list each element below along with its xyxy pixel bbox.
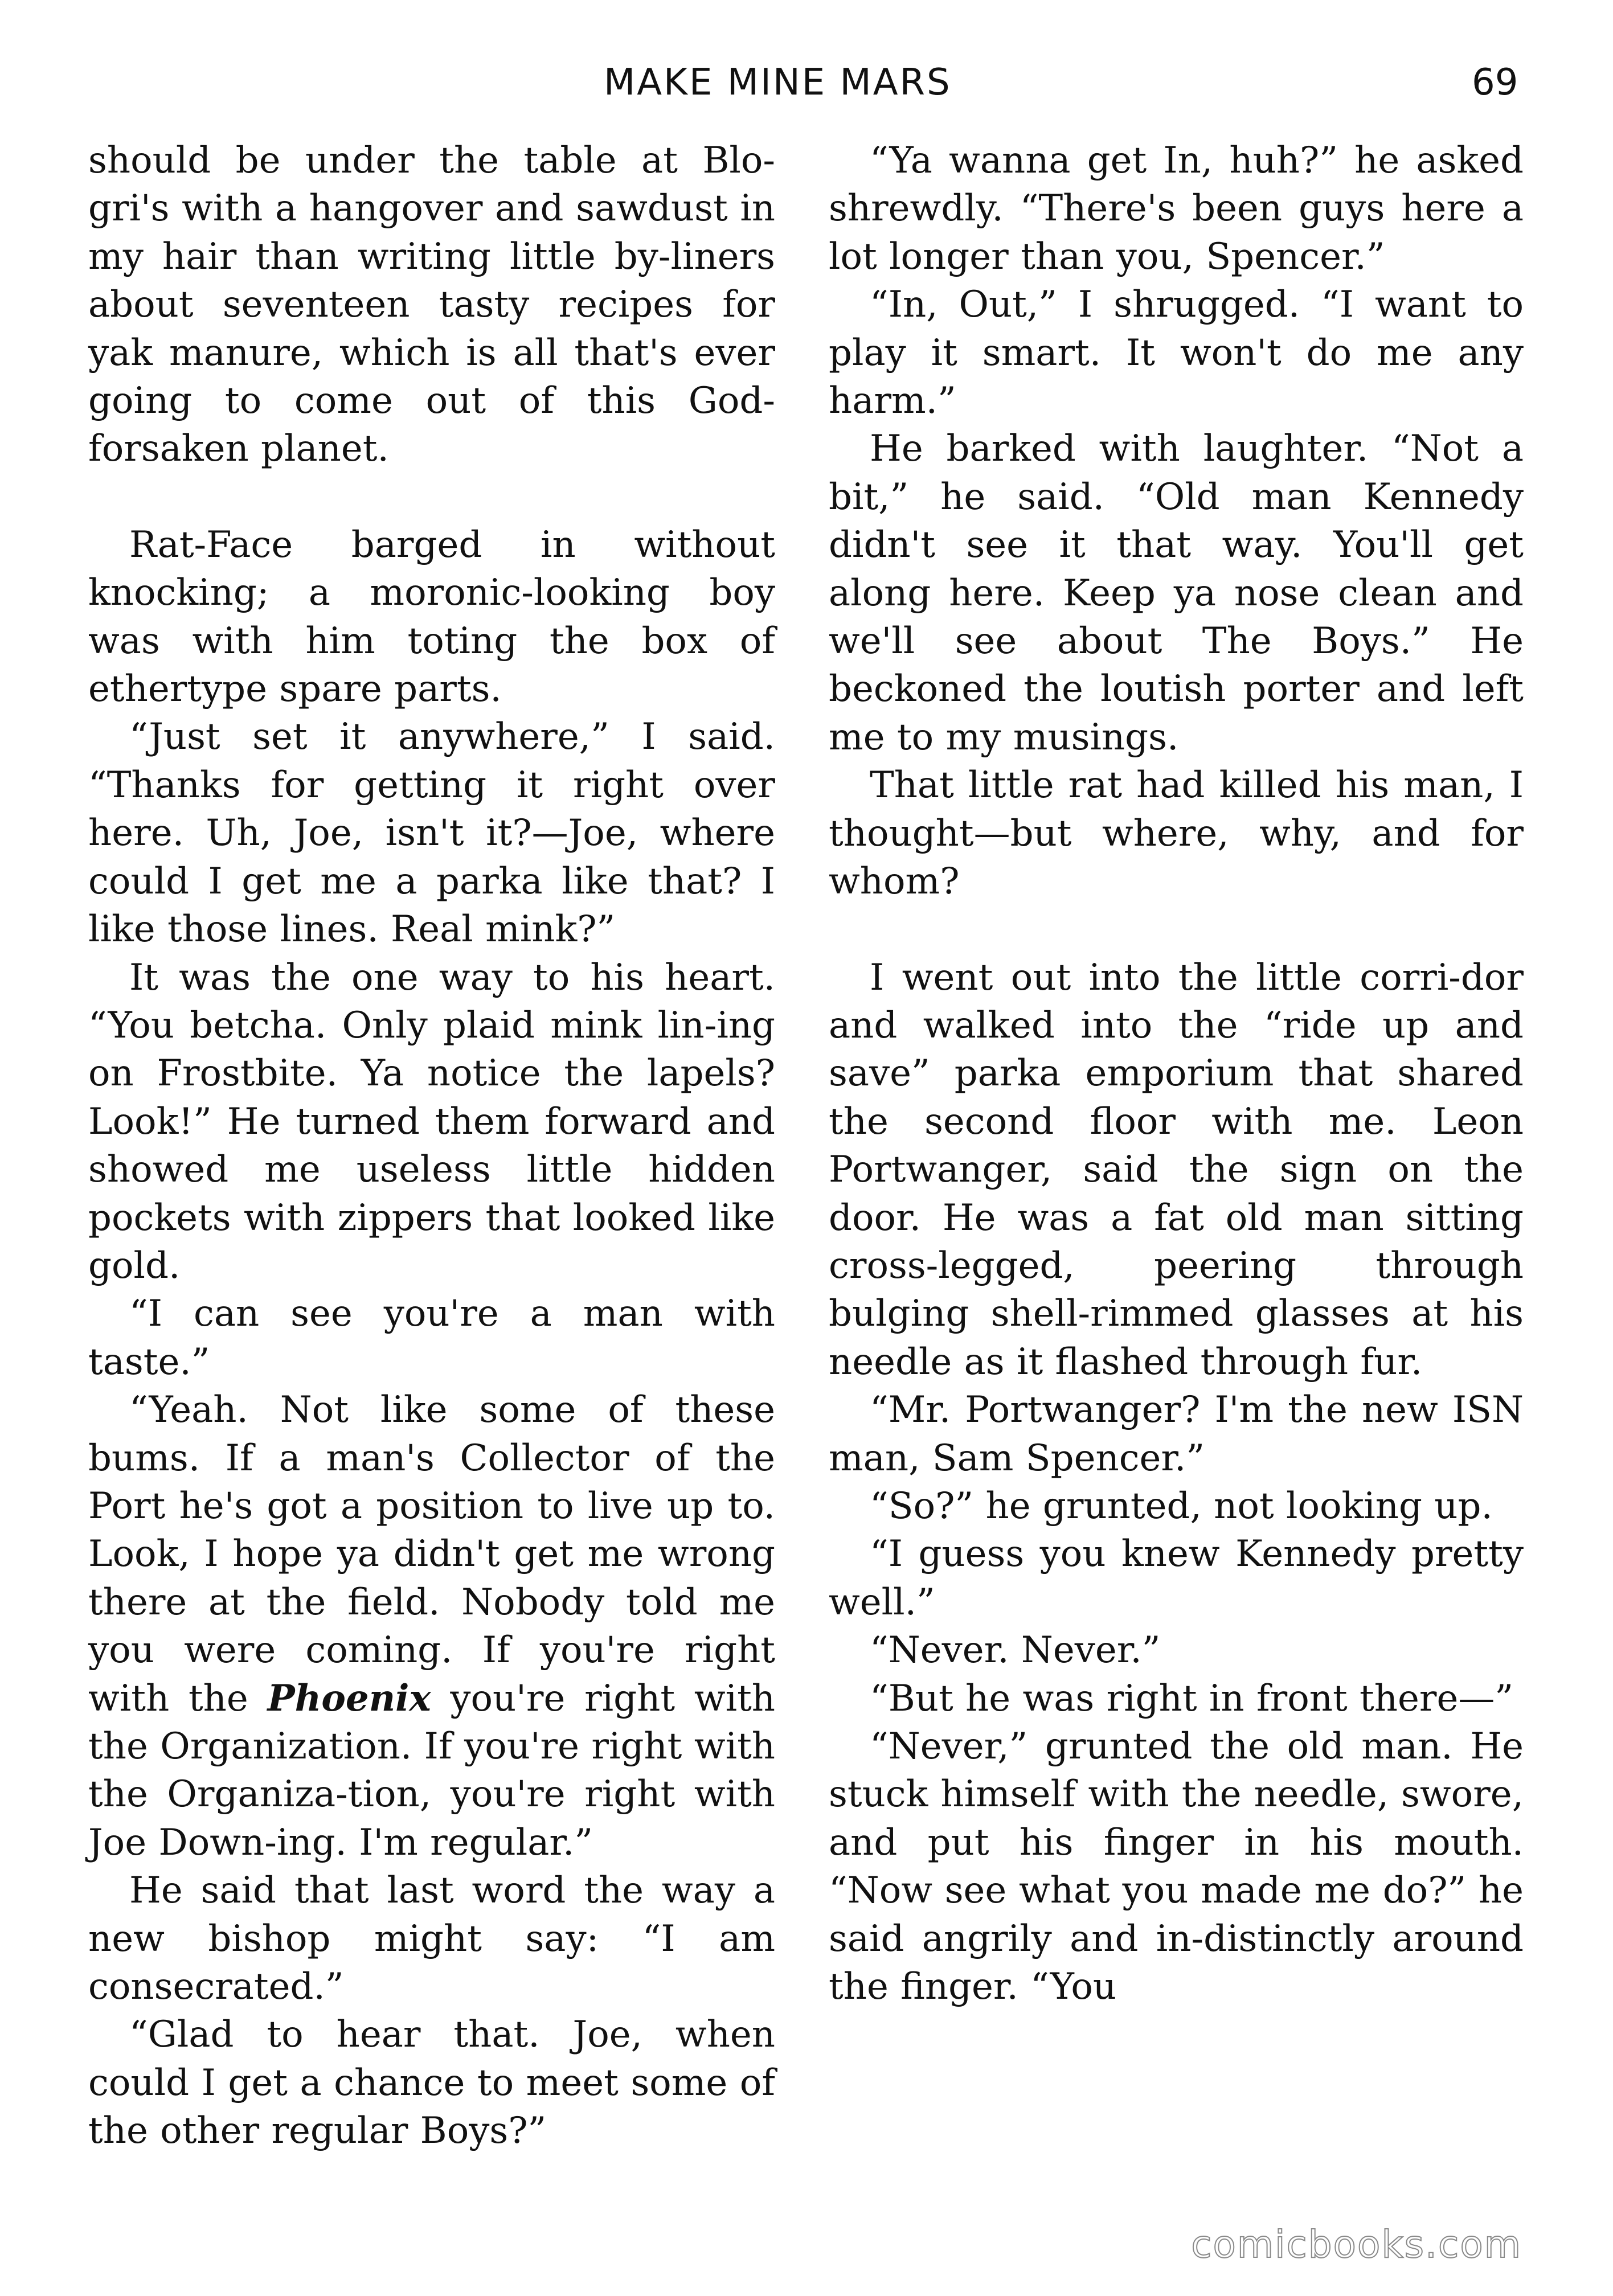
page-header <box>0 62 1613 113</box>
paragraph: should be under the table at Blo-gri's with a hangover and sawdust in my hair than writing little by-liners about seventeen tasty recipes for yak manure, which is all that's ever going to come out of this God-forsaken planet. <box>88 140 775 470</box>
ship-name: Phoenix <box>267 1676 431 1720</box>
paragraph: He said that last word the way a new bishop might say: “I am consecrated.” <box>88 1869 775 2008</box>
paragraph: “In, Out,” I shrugged. “I want to play it smart. It won't do me any harm.” <box>829 284 1524 423</box>
paragraph: “Never,” grunted the old man. He stuck himself with the needle, swore, and put his finger in his mouth. “Now see what you made me do?” he said angrily and in-distinctly around the finger. “You <box>829 1725 1524 2008</box>
page-number: 69 <box>1472 62 1518 104</box>
right-column <box>829 137 1524 2011</box>
paragraph: It was the one way to his heart. “You betcha. Only plaid mink lin-ing on Frostbite. Ya notice the lapels? Look!” He turned them forward and showed me useless little hidden pockets with zippers that looked like gold. <box>88 956 775 1287</box>
paragraph: “But he was right in front there—” <box>870 1677 1514 1720</box>
section-break <box>88 473 775 521</box>
paragraph: “Just set it anywhere,” I said. “Thanks for getting it right over here. Uh, Joe, isn't it?—Joe, where could I get me a parka like that? I like those lines. Real mink?” <box>88 716 775 951</box>
paragraph: Rat-Face barged in without knocking; a moronic-looking boy was with him toting the box of ethertype spare parts. <box>88 523 775 711</box>
paragraph-text: you're right with the Organization. If you're right with the Organiza-tion, you're right with Joe Down-ing. I'm regular.” <box>88 1677 776 1864</box>
paragraph: That little rat had killed his man, I thought—but where, why, and for whom? <box>829 764 1524 903</box>
paragraph: “I guess you knew Kennedy pretty well.” <box>829 1533 1524 1623</box>
paragraph: I went out into the little corri-dor and walked into the “ride up and save” parka emporium that shared the second floor with me. Leon Portwanger, said the sign on the door. He was a fat old man sitting cross-legged, peering through bulging shell-rimmed glasses at his needle as it flashed through fur. <box>829 956 1524 1383</box>
paragraph: “Ya wanna get In, huh?” he asked shrewdly. “There's been guys here a lot longer than you, Spencer.” <box>829 140 1524 278</box>
paragraph-text: “Yeah. Not like some of these bums. If a man's Collector of the Port he's got a position to live up to. Look, I hope ya didn't get me wrong there at the field. Nobody told me you were coming. If you're right with the <box>88 1389 775 1720</box>
paragraph: “Glad to hear that. Joe, when could I get a chance to meet some of the other regular Boys?” <box>88 2014 775 2152</box>
paragraph: “I can see you're a man with taste.” <box>88 1293 775 1383</box>
paragraph: “Mr. Portwanger? I'm the new ISN man, Sam Spencer.” <box>829 1389 1524 1479</box>
paragraph <box>88 1386 775 1867</box>
left-column <box>88 137 775 2155</box>
watermark: comicbooks.com <box>1191 2223 1522 2266</box>
paragraph: “So?” he grunted, not looking up. <box>870 1485 1493 1527</box>
section-break <box>829 906 1524 954</box>
running-title: MAKE MINE MARS <box>604 62 952 104</box>
paragraph: He barked with laughter. “Not a bit,” he said. “Old man Kennedy didn't see it that way. You'll get along here. Keep ya nose clean and we'll see about The Boys.” He beckoned the loutish porter and left me to my musings. <box>829 428 1524 758</box>
paragraph: “Never. Never.” <box>870 1629 1161 1672</box>
